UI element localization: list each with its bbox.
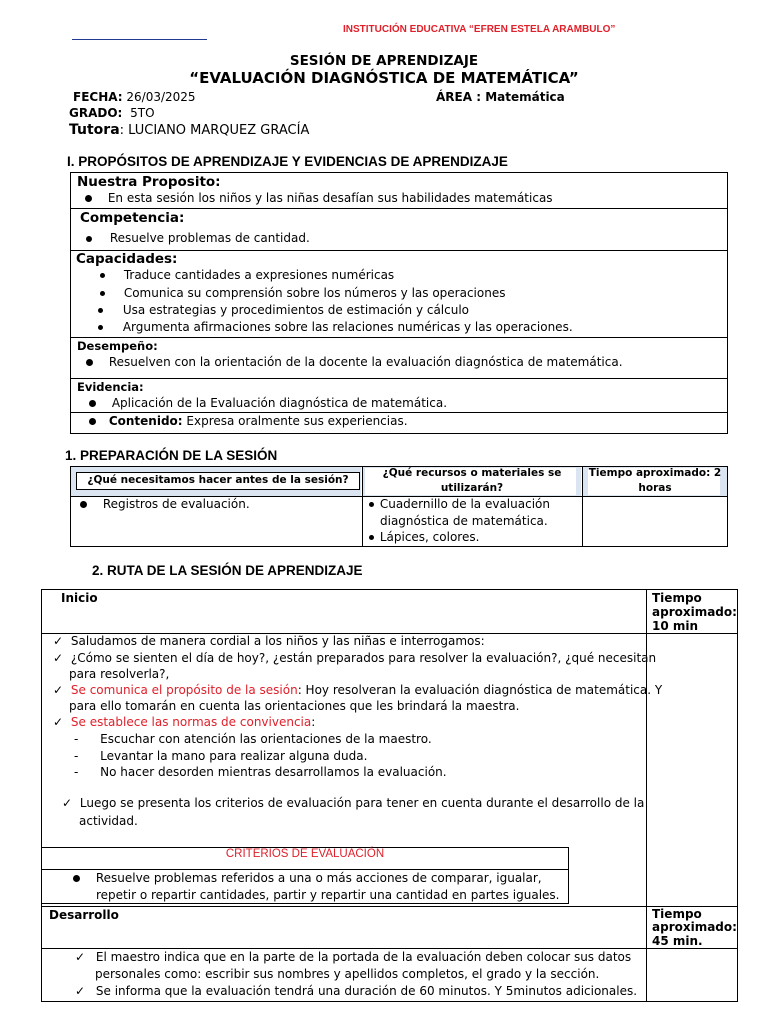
check-icon: ✓ bbox=[53, 715, 64, 729]
step-text: personales como: escribir sus nombres y apellidos completos, el grado y la sección. bbox=[95, 967, 600, 981]
tiempo-label-line1: Tiempo bbox=[652, 907, 702, 921]
norm-text: Escuchar con atención las orientaciones de la maestro. bbox=[100, 732, 432, 746]
session-title: SESIÓN DE APRENDIZAJE bbox=[289, 53, 479, 69]
evidencia-item bbox=[89, 396, 447, 410]
step-text: Se informa que la evaluación tendrá una duración de 60 minutos. Y 5minutos adicionales. bbox=[95, 984, 638, 998]
inicio-time: 10 min bbox=[652, 619, 699, 633]
capacidad-text: Traduce cantidades a expresiones numéricas bbox=[123, 268, 395, 282]
divider bbox=[41, 869, 569, 870]
inicio-step bbox=[62, 796, 644, 810]
resource-text: Lápices, colores. bbox=[379, 530, 480, 544]
capacidad-text: Argumenta afirmaciones sobre las relaciones numéricas y las operaciones. bbox=[122, 320, 573, 334]
section1-heading: I. PROPÓSITOS DE APRENDIZAJE Y EVIDENCIAS DE APRENDIZAJE bbox=[67, 154, 508, 169]
col2-header-line1: ¿Qué recursos o materiales se bbox=[382, 467, 562, 479]
desempeno-item bbox=[86, 355, 623, 369]
grado-label: GRADO: bbox=[69, 106, 123, 120]
grado-value: 5TO bbox=[130, 106, 155, 120]
bullet-icon bbox=[86, 359, 93, 366]
tiempo-label-line2: aproximado: bbox=[652, 920, 737, 934]
bullet-icon bbox=[98, 308, 103, 313]
check-icon: ✓ bbox=[53, 683, 64, 697]
norm-item bbox=[74, 749, 367, 763]
tiempo-label-line2: aproximado: bbox=[652, 605, 737, 619]
dash-icon: - bbox=[74, 749, 79, 763]
desempeno-text: Resuelven con la orientación de la docente la evaluación diagnóstica de matemática. bbox=[108, 355, 623, 369]
evidencia-text: Aplicación de la Evaluación diagnóstica de matemática. bbox=[111, 396, 448, 410]
check-icon: ✓ bbox=[75, 984, 86, 998]
divider bbox=[70, 337, 728, 338]
criteria-title: CRITERIOS DE EVALUACIÓN bbox=[225, 848, 385, 860]
capacidad-item bbox=[98, 320, 573, 334]
dash-icon: - bbox=[74, 732, 79, 746]
capacidad-item bbox=[100, 286, 505, 300]
inicio-step bbox=[53, 634, 485, 648]
prep-item-text: Registros de evaluación. bbox=[102, 497, 250, 511]
check-icon: ✓ bbox=[53, 634, 64, 648]
contenido-item bbox=[89, 414, 408, 428]
contenido-value: Expresa oralmente sus experiencias. bbox=[182, 414, 408, 428]
tutora-value: : LUCIANO MARQUEZ GRACÍA bbox=[119, 123, 310, 138]
divider bbox=[70, 208, 728, 209]
dash-icon: - bbox=[74, 765, 79, 779]
bullet-icon bbox=[100, 273, 105, 278]
fecha-field bbox=[73, 90, 196, 104]
header-rule bbox=[72, 39, 207, 40]
section3-heading: 2. RUTA DE LA SESIÓN DE APRENDIZAJE bbox=[92, 563, 363, 578]
col1-header: ¿Qué necesitamos hacer antes de la sesión? bbox=[87, 474, 349, 486]
capacidad-item bbox=[100, 268, 394, 282]
check-icon: ✓ bbox=[53, 651, 64, 665]
inicio-step bbox=[53, 651, 656, 665]
bullet-icon bbox=[73, 875, 80, 882]
col2-header-line2: utilizarán? bbox=[440, 482, 504, 494]
norm-text: No hacer desorden mientras desarrollamos la evaluación. bbox=[100, 765, 447, 779]
step-text: Luego se presenta los criterios de evaluación para tener en cuenta durante el desarrollo de la bbox=[79, 796, 645, 810]
bullet-icon bbox=[89, 400, 96, 407]
criteria-item bbox=[73, 871, 542, 885]
step-text: ¿Cómo se sienten el día de hoy?, ¿están preparados para resolver la evaluación?, ¿qué necesitan bbox=[70, 651, 657, 665]
bullet-icon bbox=[369, 535, 374, 540]
institution-name: INSTITUCIÓN EDUCATIVA “EFREN ESTELA ARAMBULO” bbox=[343, 24, 616, 35]
divider bbox=[70, 378, 728, 379]
competencia-label: Competencia: bbox=[80, 210, 185, 226]
step-text: para resolverla?, bbox=[69, 667, 170, 681]
bullet-icon bbox=[86, 236, 92, 242]
resource-item bbox=[369, 530, 479, 544]
desarrollo-step bbox=[75, 950, 631, 964]
desempeno-label: Desempeño: bbox=[77, 339, 158, 353]
evidencia-label: Evidencia: bbox=[77, 380, 144, 394]
area-field bbox=[436, 90, 565, 104]
desarrollo-time: 45 min. bbox=[652, 934, 703, 948]
inicio-step bbox=[53, 715, 315, 729]
inicio-label: Inicio bbox=[61, 591, 98, 605]
divider bbox=[41, 948, 738, 949]
proposito-label: Nuestra Proposito: bbox=[77, 174, 221, 190]
area-label: ÁREA : bbox=[436, 90, 481, 104]
step-text-highlight: Se establece las normas de convivencia bbox=[70, 715, 312, 729]
resource-text: diagnóstica de matemática. bbox=[380, 514, 548, 528]
step-text: El maestro indica que en la parte de la portada de la evaluación deben colocar sus datos bbox=[95, 950, 632, 964]
bullet-icon bbox=[98, 325, 103, 330]
col3-header-line2: horas bbox=[638, 482, 672, 494]
norm-item bbox=[74, 765, 447, 779]
bullet-icon bbox=[100, 291, 105, 296]
desarrollo-label: Desarrollo bbox=[49, 908, 119, 922]
fecha-value: 26/03/2025 bbox=[126, 90, 196, 104]
desarrollo-step bbox=[75, 984, 637, 998]
check-icon: ✓ bbox=[62, 796, 73, 810]
inicio-step bbox=[53, 683, 662, 697]
capacidades-label: Capacidades: bbox=[76, 251, 178, 267]
resource-item bbox=[369, 497, 550, 511]
competencia-item bbox=[86, 231, 310, 245]
step-text: para ello tomarán en cuenta las orientaciones que les brindará la maestra. bbox=[69, 699, 520, 713]
criteria-text: Resuelve problemas referidos a una o más acciones de comparar, igualar, bbox=[95, 871, 542, 885]
tiempo-label-line1: Tiempo bbox=[652, 591, 702, 605]
norm-text: Levantar la mano para realizar alguna duda. bbox=[100, 749, 368, 763]
area-value: Matemática bbox=[485, 90, 565, 104]
bullet-icon bbox=[85, 195, 92, 202]
capacidad-text: Comunica su comprensión sobre los números y las operaciones bbox=[123, 286, 506, 300]
norm-item bbox=[74, 732, 432, 746]
resource-text: Cuadernillo de la evaluación bbox=[379, 497, 550, 511]
session-subtitle: “EVALUACIÓN DIAGNÓSTICA DE MATEMÁTICA” bbox=[189, 69, 579, 87]
competencia-text: Resuelve problemas de cantidad. bbox=[109, 231, 310, 245]
step-text: Saludamos de manera cordial a los niños y las niñas e interrogamos: bbox=[70, 634, 485, 648]
section2-heading: 1. PREPARACIÓN DE LA SESIÓN bbox=[65, 448, 278, 463]
prep-item bbox=[80, 497, 250, 511]
step-text: actividad. bbox=[79, 814, 138, 828]
divider bbox=[41, 906, 738, 907]
bullet-icon bbox=[369, 502, 374, 507]
contenido-label: Contenido: bbox=[108, 414, 183, 428]
criteria-text: repetir o repartir cantidades, partir y repartir una cantidad en partes iguales. bbox=[96, 888, 560, 902]
col3-header-line1: Tiempo aproximado: 2 bbox=[588, 467, 722, 479]
check-icon: ✓ bbox=[75, 950, 86, 964]
capacidad-text: Usa estrategias y procedimientos de estimación y cálculo bbox=[122, 303, 470, 317]
tutora-field bbox=[69, 122, 309, 138]
proposito-item bbox=[85, 191, 553, 205]
bullet-icon bbox=[80, 501, 87, 508]
fecha-label: FECHA: bbox=[73, 90, 123, 104]
grado-field bbox=[69, 106, 155, 120]
step-text: : Hoy resolveran la evaluación diagnóstica de matemática. Y bbox=[297, 683, 663, 697]
proposito-text: En esta sesión los niños y las niñas desafían sus habilidades matemáticas bbox=[107, 191, 553, 205]
step-text-highlight: Se comunica el propósito de la sesión bbox=[70, 683, 298, 697]
capacidad-item bbox=[98, 303, 469, 317]
divider bbox=[70, 412, 728, 413]
bullet-icon bbox=[89, 418, 96, 425]
step-text: : bbox=[311, 715, 316, 729]
tutora-label: Tutora bbox=[69, 122, 120, 138]
